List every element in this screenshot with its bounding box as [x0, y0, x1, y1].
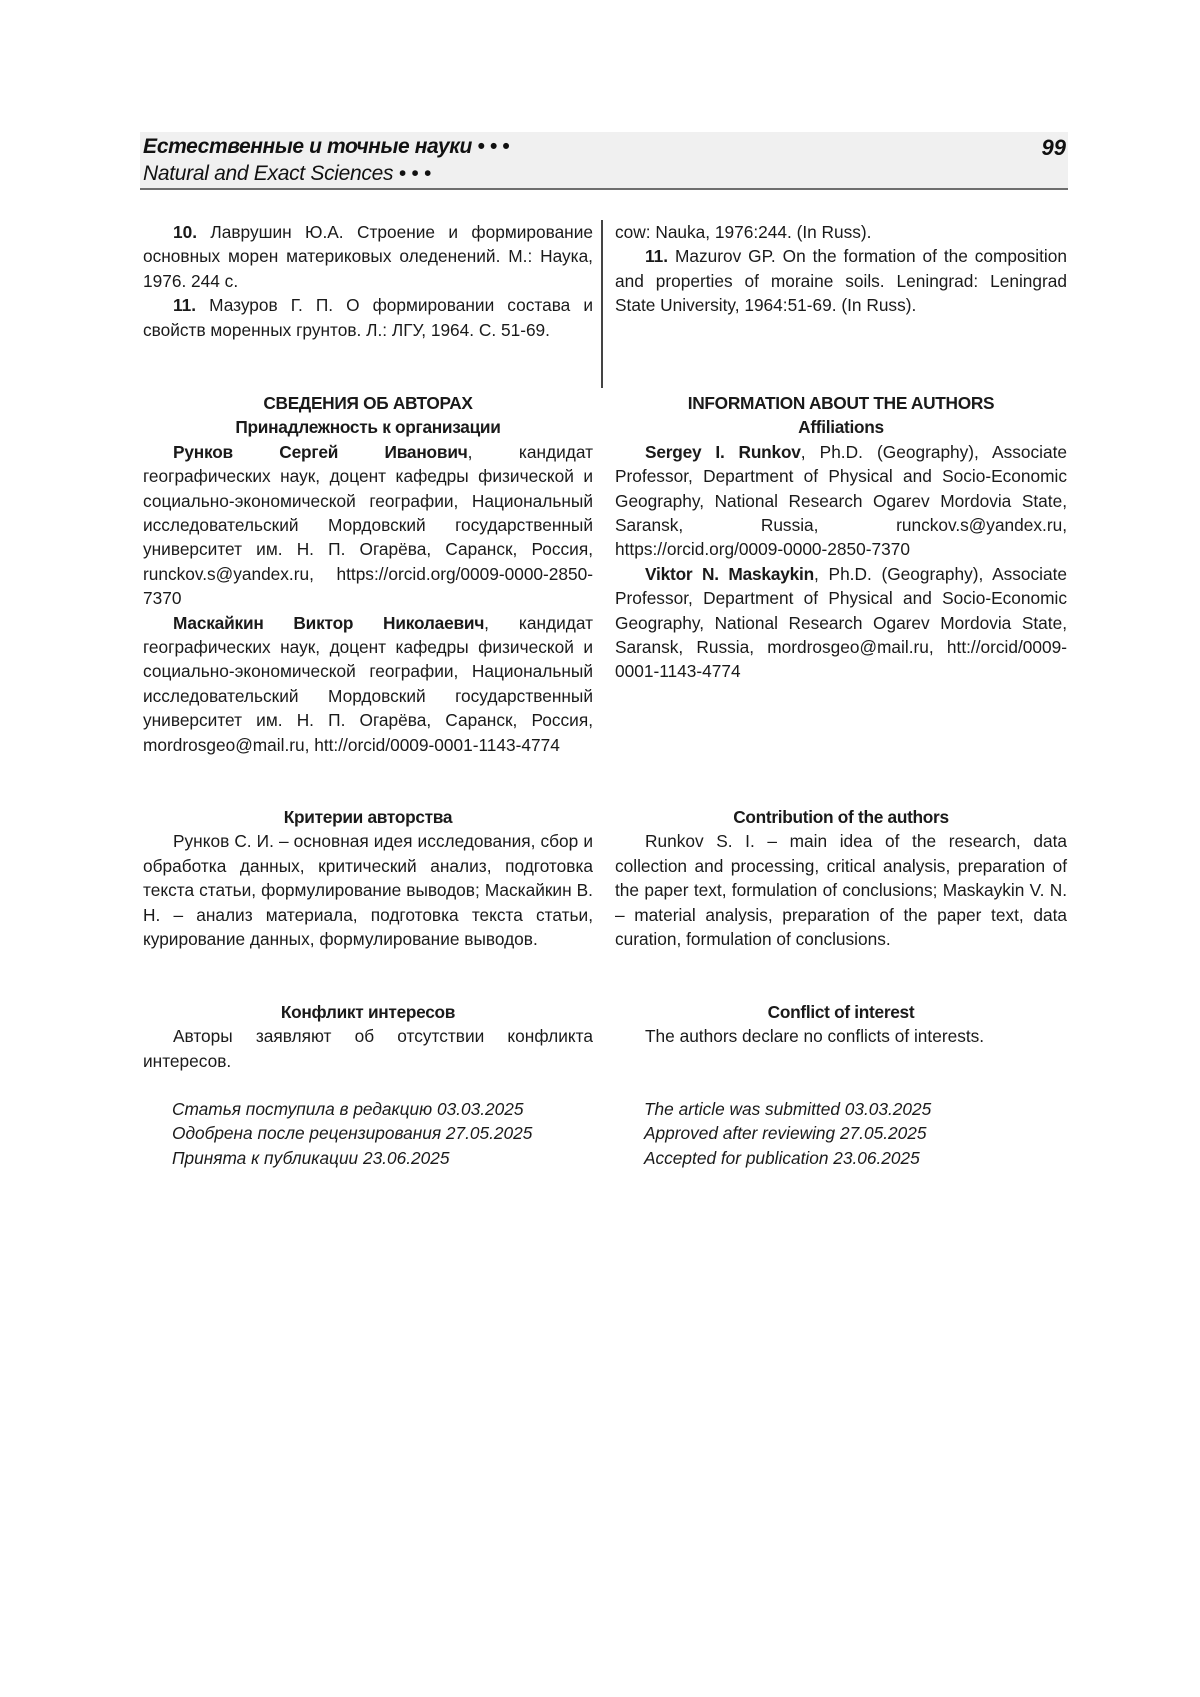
author-name: Маскайкин Виктор Николаевич [173, 612, 485, 633]
conflict-en [615, 1000, 1067, 1049]
section-subheading: Affiliations [798, 417, 884, 438]
reference-continuation: cow: Nauka, 1976:244. (In Russ). [615, 222, 872, 242]
contribution-text: Runkov S. I. – main idea of the research, data collection and processing, critical analysis, preparation of the paper text, formulation of conclusions; Maskaykin V. N. – material analysis, preparation of the paper text, data curation, formulation of conclusions. [615, 831, 1067, 950]
references-ru [143, 220, 593, 342]
reference-item: 10. Лаврушин Ю.А. Строение и формирование основных морен материковых оледенений. М.: Наука, 1976. 244 с. [143, 222, 593, 291]
section-heading: INFORMATION ABOUT THE AUTHORS [687, 393, 995, 413]
references-en [615, 220, 1067, 318]
date-accepted: Accepted for publication 23.06.2025 [644, 1147, 920, 1168]
date-accepted: Принята к публикации 23.06.2025 [172, 1147, 450, 1168]
authors-info-en [615, 391, 1067, 684]
section-heading: Конфликт интересов [280, 1002, 456, 1022]
contribution-text: Рунков С. И. – основная идея исследования, сбор и обработка данных, критический анализ, подготовка текста статьи, формулирование выводов; Маскайкин В. Н. – анализ материала, подготовка текста статьи, курирование данных, формулирование выводов. [143, 831, 593, 950]
author-name: Рунков Сергей Иванович [173, 441, 468, 462]
date-submitted: The article was submitted 03.03.2025 [644, 1099, 932, 1119]
section-heading: Критерии авторства [283, 807, 453, 827]
author-entry: Sergey I. Runkov, Ph.D. (Geography), Associate Professor, Department of Physical and Socio-Economic Geography, National Research Ogarev Mordovia State, Saransk, Russia, runckov.s@yandex.ru, https://orcid.org/0009-0000-2850-7370 [615, 441, 1067, 560]
page-number: 99 [1041, 135, 1066, 160]
author-name: Viktor N. Maskaykin [645, 563, 815, 584]
conflict-text: Авторы заявляют об отсутствии конфликта интересов. [143, 1026, 593, 1071]
reference-item: 11. Мазуров Г. П. О формировании состава и свойств моренных грунтов. Л.: ЛГУ, 1964. С. 51-69. [143, 295, 593, 340]
author-entry: Рунков Сергей Иванович, кандидат географических наук, доцент кафедры физической и социально-экономической географии, Национальный исследовательский Мордовский государственный университет им. Н. П. Огарёва, Саранск, Россия, runckov.s@yandex.ru, https://orcid.org/0009-0000-2850-7370 [143, 441, 593, 609]
author-name: Sergey I. Runkov [645, 441, 801, 462]
author-entry: Маскайкин Виктор Николаевич, кандидат географических наук, доцент кафедры физической и социально-экономической географии, Национальный исследовательский Мордовский государственный университет им. Н. П. Огарёва, Саранск, Россия, mordrosgeo@mail.ru, htt://orcid/0009-0001-1143-4774 [143, 612, 593, 755]
section-subheading: Принадлежность к организации [235, 417, 501, 438]
running-header [140, 132, 1068, 190]
contribution-en [615, 805, 1067, 951]
section-heading: Conflict of interest [767, 1002, 915, 1022]
date-approved: Approved after reviewing 27.05.2025 [644, 1123, 927, 1144]
section-heading: СВЕДЕНИЯ ОБ АВТОРАХ [263, 393, 473, 413]
column-divider [601, 220, 603, 388]
article-dates-en [644, 1097, 931, 1170]
journal-section-title-en: Natural and Exact Sciences • • • [143, 162, 431, 185]
article-dates-ru [172, 1097, 532, 1170]
date-submitted: Статья поступила в редакцию 03.03.2025 [172, 1099, 524, 1119]
date-approved: Одобрена после рецензирования 27.05.2025 [172, 1123, 533, 1144]
author-entry: Viktor N. Maskaykin, Ph.D. (Geography), Associate Professor, Department of Physical and Socio-Economic Geography, National Research Ogarev Mordovia State, Saransk, Russia, mordrosgeo@mail.ru, htt://orcid/0009-0001-1143-4774 [615, 563, 1067, 682]
reference-item: 11. Mazurov GP. On the formation of the composition and properties of moraine soils. Leningrad: Leningrad State University, 1964:51-69. (In Russ). [615, 246, 1067, 316]
section-heading: Contribution of the authors [733, 807, 949, 827]
authors-info-ru [143, 391, 593, 757]
conflict-text: The authors declare no conflicts of interests. [645, 1026, 985, 1047]
contribution-ru [143, 805, 593, 951]
journal-section-title-ru: Естественные и точные науки • • • [143, 135, 510, 158]
conflict-ru [143, 1000, 593, 1073]
